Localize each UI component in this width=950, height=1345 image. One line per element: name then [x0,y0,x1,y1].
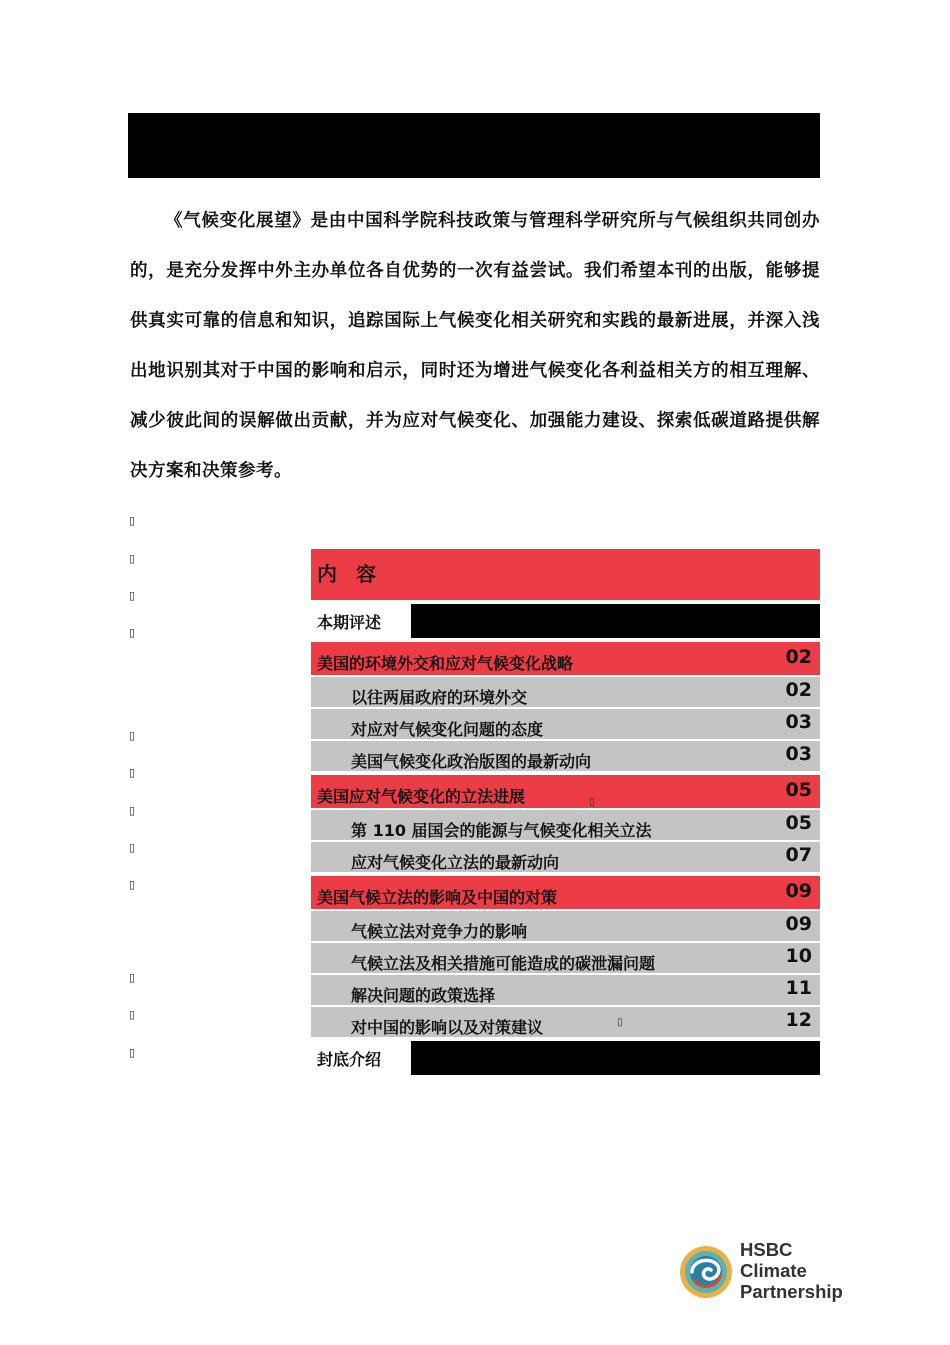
toc-item-row[interactable] [311,911,820,941]
toc-item-title: 对应对气候变化问题的态度 [351,720,544,739]
toc-item-page: 11 [785,977,812,999]
margin-mark: ▯ [129,514,136,527]
margin-mark: ▯ [129,729,136,742]
margin-mark: ▯ [129,589,136,602]
logo-text [740,1239,843,1302]
toc-item-row[interactable] [311,842,820,872]
toc-item-row[interactable] [311,709,820,739]
margin-mark: ▯ [129,804,136,817]
toc-item-page: 03 [785,711,812,733]
toc-section-title: 美国的环境外交和应对气候变化战略 [317,654,574,673]
toc-item-title: 第 110 届国会的能源与气候变化相关立法 [351,821,652,840]
margin-mark: ▯ [129,626,136,639]
toc-item-title: 以往两届政府的环境外交 [351,688,528,707]
toc-section-title: 美国应对气候变化的立法进展 [317,787,526,806]
glyph-mark: ▯ [617,1017,623,1028]
toc-item-page: 07 [785,844,812,866]
toc-item-row[interactable] [311,677,820,707]
toc-section-page: 02 [785,646,812,668]
toc-title: 内 容 [311,549,820,600]
margin-mark: ▯ [129,1008,136,1021]
toc-review-row[interactable] [311,604,820,638]
glyph-mark: ▯ [589,797,595,808]
margin-mark: ▯ [129,552,136,565]
toc-item-row[interactable] [311,741,820,771]
logo-line-1: HSBC [740,1239,793,1260]
margin-mark: ▯ [129,878,136,891]
toc-item-page: 02 [785,679,812,701]
logo-line-2: Climate [740,1260,807,1281]
intro-paragraph [130,196,820,496]
toc-section-title: 美国气候立法的影响及中国的对策 [317,888,558,907]
toc-item-title: 应对气候变化立法的最新动向 [351,853,560,872]
toc-section-row[interactable] [311,642,820,675]
toc-item-title: 美国气候变化政治版图的最新动向 [351,752,592,771]
header-black-band [128,113,820,178]
swirl-logo-icon [678,1242,734,1302]
toc-item-title: 气候立法对竞争力的影响 [351,922,528,941]
margin-mark: ▯ [129,971,136,984]
toc-item-page: 12 [785,1009,812,1031]
toc-section-row[interactable] [311,876,820,909]
margin-mark: ▯ [129,841,136,854]
toc-item-page: 05 [785,812,812,834]
margin-mark: ▯ [129,766,136,779]
toc-item-row[interactable] [311,810,820,840]
toc-section-row[interactable] [311,775,820,808]
toc-item-row[interactable] [311,975,820,1005]
margin-mark: ▯ [129,1046,136,1059]
logo-line-3: Partnership [740,1281,843,1302]
hsbc-climate-partnership-logo [678,1239,868,1309]
toc-item-row[interactable] [311,943,820,973]
table-of-contents [311,549,820,1075]
toc-item-title: 气候立法及相关措施可能造成的碳泄漏问题 [351,954,656,973]
toc-item-row[interactable] [311,1007,820,1037]
toc-back-cover-label: 封底介绍 [317,1050,382,1069]
toc-section-page: 05 [785,779,812,801]
toc-section-page: 09 [785,880,812,902]
toc-back-cover-row[interactable] [311,1041,820,1075]
toc-review-label: 本期评述 [317,613,382,632]
toc-review-bar [411,604,820,638]
toc-item-title: 对中国的影响以及对策建议 [351,1018,544,1037]
intro-text: 《气候变化展望》是由中国科学院科技政策与管理科学研究所与气候组织共同创办的，是充分发挥中外主办单位各自优势的一次有益尝试。我们希望本刊的出版，能够提供真实可靠的信息和知识，追踪国际上气候变化相关研究和实践的最新进展，并深入浅出地识别其对于中国的影响和启示，同时还为增进气候变化各利益相关方的相互理解、减少彼此间的误解做出贡献，并为应对气候变化、加强能力建设、探索低碳道路提供解决方案和决策参考。 [130,211,820,481]
toc-item-title: 解决问题的政策选择 [351,986,496,1005]
toc-item-page: 03 [785,743,812,765]
toc-item-page: 09 [785,913,812,935]
toc-item-page: 10 [785,945,812,967]
toc-back-cover-bar [411,1041,820,1075]
